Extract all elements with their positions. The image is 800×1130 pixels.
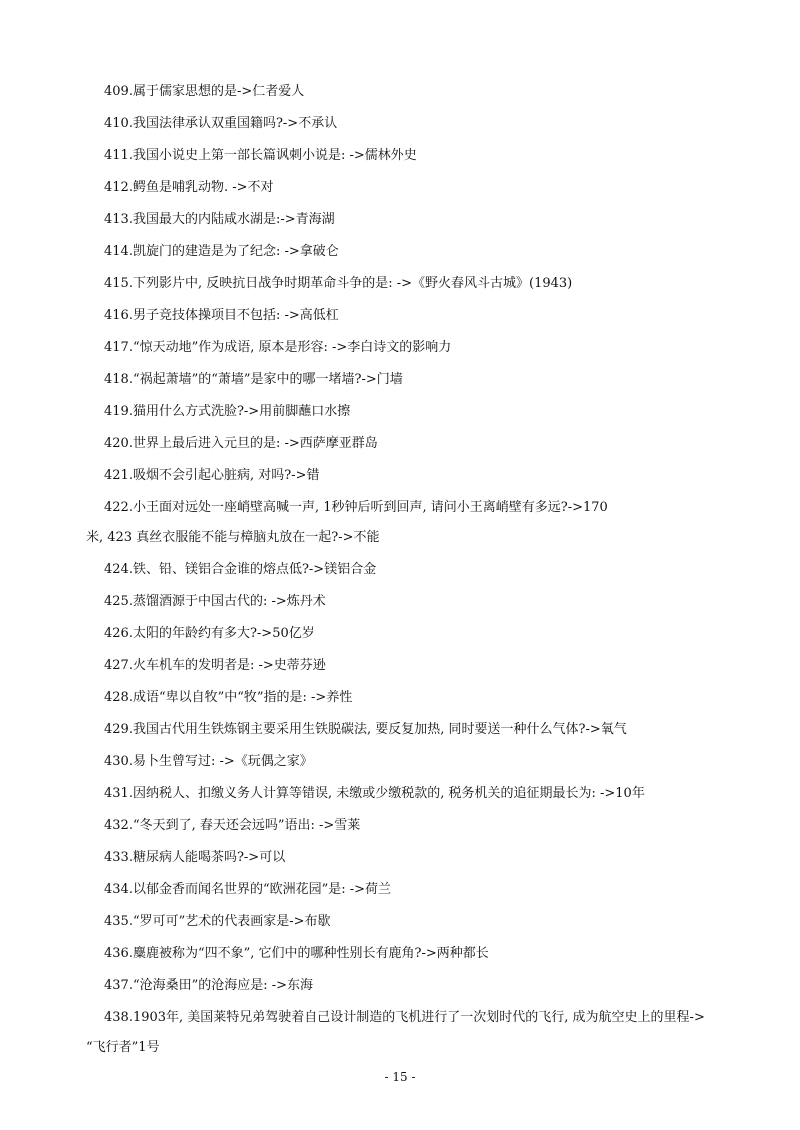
qa-line: 429.我国古代用生铁炼钢主要采用生铁脱碳法, 要反复加热, 同时要送一种什么气体?->氧气 — [104, 722, 627, 737]
qa-line: 433.糖尿病人能喝茶吗?->可以 — [104, 850, 286, 865]
qa-line: 437.“沧海桑田”的沧海应是: ->东海 — [104, 978, 314, 993]
qa-line: 415.下列影片中, 反映抗日战争时期革命斗争的是: ->《野火春风斗古城》(1943) — [104, 276, 573, 291]
qa-line: “飞行者”1号 — [86, 1040, 160, 1055]
qa-line: 418.“祸起萧墙”的“萧墙”是家中的哪一堵墙?->门墙 — [104, 372, 403, 387]
qa-line: 410.我国法律承认双重国籍吗?->不承认 — [104, 116, 338, 131]
qa-line: 422.小王面对远处一座峭壁高喊一声, 1秒钟后听到回声, 请问小王离峭壁有多远?->170 — [104, 500, 608, 515]
qa-line: 426.太阳的年龄约有多大?->50亿岁 — [104, 626, 315, 641]
qa-line: 435.“罗可可”艺术的代表画家是->布歇 — [104, 914, 331, 929]
qa-line: 420.世界上最后进入元旦的是: ->西萨摩亚群岛 — [104, 436, 378, 451]
qa-line: 431.因纳税人、扣缴义务人计算等错误, 未缴或少缴税款的, 税务机关的追征期最长为: ->10年 — [104, 786, 645, 801]
qa-line: 427.火车机车的发明者是: ->史蒂芬逊 — [104, 658, 326, 673]
qa-line: 421.吸烟不会引起心脏病, 对吗?->错 — [104, 468, 320, 483]
qa-line: 米, 423 真丝衣服能不能与樟脑丸放在一起?->不能 — [86, 530, 380, 545]
qa-line: 419.猫用什么方式洗脸?->用前脚蘸口水擦 — [104, 404, 351, 419]
qa-line: 409.属于儒家思想的是->仁者爱人 — [104, 84, 305, 99]
qa-line: 434.以郁金香而闻名世界的“欧洲花园”是: ->荷兰 — [104, 882, 392, 897]
qa-line: 430.易卜生曾写过: ->《玩偶之家》 — [104, 754, 313, 769]
qa-line: 438.1903年, 美国莱特兄弟驾驶着自己设计制造的飞机进行了一次划时代的飞行, 成为航空史上的里程-> — [104, 1010, 705, 1025]
qa-line: 413.我国最大的内陆咸水湖是:->青海湖 — [104, 212, 335, 227]
page-number: - 15 - — [384, 1070, 416, 1084]
qa-line: 417.“惊天动地”作为成语, 原本是形容: ->李白诗文的影响力 — [104, 340, 452, 355]
qa-line: 432.“冬天到了, 春天还会远吗”语出: ->雪莱 — [104, 818, 361, 833]
qa-line: 416.男子竞技体操项目不包括: ->高低杠 — [104, 308, 339, 323]
qa-line: 428.成语“卑以自牧”中“牧”指的是: ->养性 — [104, 690, 353, 705]
qa-line: 425.蒸馏酒源于中国古代的: ->炼丹术 — [104, 594, 326, 609]
qa-line: 414.凯旋门的建造是为了纪念: ->拿破仑 — [104, 244, 339, 259]
qa-line: 424.铁、铅、镁铝合金谁的熔点低?->镁铝合金 — [104, 562, 377, 577]
qa-line: 412.鳄鱼是哺乳动物. ->不对 — [104, 180, 274, 195]
qa-line: 411.我国小说史上第一部长篇讽刺小说是: ->儒林外史 — [104, 148, 417, 163]
qa-line: 436.麋鹿被称为“四不象”, 它们中的哪种性别长有鹿角?->两种都长 — [104, 946, 489, 961]
